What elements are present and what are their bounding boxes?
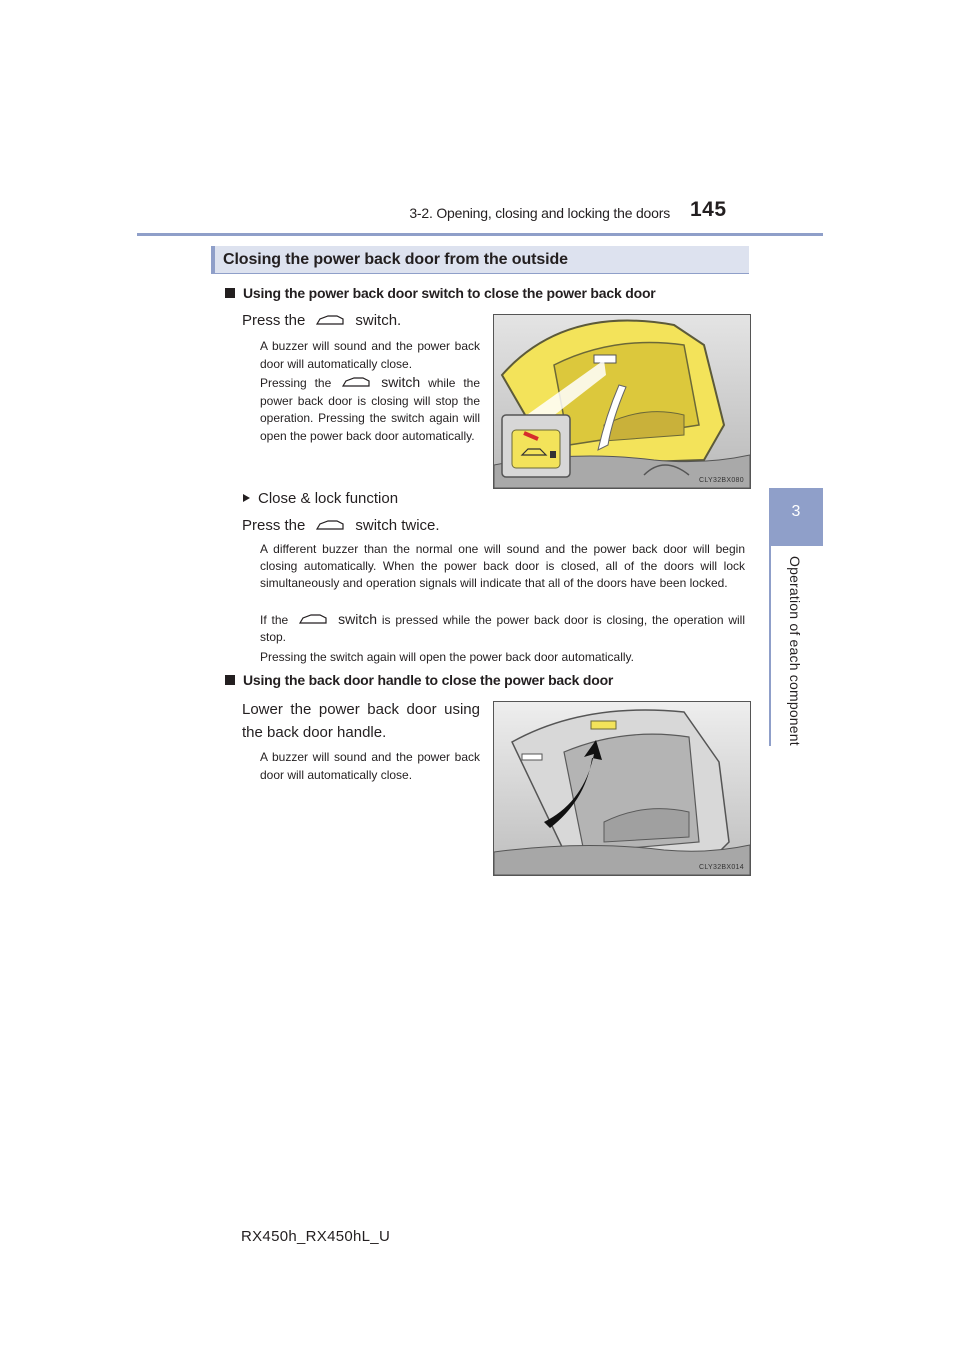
back-door-handle-illustration xyxy=(494,702,750,875)
header-section-title: 3-2. Opening, closing and locking the doors xyxy=(409,205,670,221)
header-rule xyxy=(137,233,823,236)
step-lower-door xyxy=(242,698,480,744)
subheading-switch-close xyxy=(225,285,656,301)
page-number: 145 xyxy=(690,198,727,221)
figure-handle-close xyxy=(493,701,751,876)
section-title: Closing the power back door from the outside xyxy=(223,251,568,268)
note-text-line1: while the xyxy=(428,376,480,390)
step-text-after: switch twice. xyxy=(355,517,440,534)
step-press-switch xyxy=(242,312,401,329)
figure-switch-close xyxy=(493,314,751,489)
subheading-text: Using the power back door switch to close the power back door xyxy=(243,285,656,301)
note-buzzer: A buzzer will sound and the power back door will automatically close. xyxy=(260,339,480,371)
note-stop-switch xyxy=(260,611,745,646)
back-door-switch-illustration xyxy=(494,315,750,488)
note-switch-word: switch xyxy=(381,374,421,390)
bullet-close-lock xyxy=(243,490,398,507)
square-bullet-icon xyxy=(225,675,235,685)
note-close-lock: A different buzzer than the normal one will sound and the power back door will begin closing automatically. When the power back door is closed, all of the doors will lock simultaneously and operation signals will indicate that all of the doors have been locked. xyxy=(260,542,745,590)
model-footer: RX450h_RX450hL_U xyxy=(241,1228,391,1245)
bullet-text: Close & lock function xyxy=(258,490,399,507)
step-press-twice xyxy=(242,517,440,534)
note-text-before: If the xyxy=(260,613,289,627)
square-bullet-icon xyxy=(225,288,235,298)
step-text-line2: the back door handle. xyxy=(242,724,387,741)
back-door-car-icon xyxy=(341,375,371,389)
triangle-bullet-icon xyxy=(243,494,250,502)
chapter-number: 3 xyxy=(791,503,801,520)
step-text-before: Press the xyxy=(242,517,306,534)
note-buzzer-handle: A buzzer will sound and the power back door will automatically close. xyxy=(260,750,480,782)
note-text-rest: power back door is closing will stop the operation. Pressing the switch again will open the power back door automatically. xyxy=(260,393,480,443)
back-door-car-icon xyxy=(298,612,328,626)
back-door-car-icon xyxy=(315,313,345,327)
note-text-after: is pressed while the power back door is closing, the operation will stop. xyxy=(260,613,745,644)
note-switch-word: switch xyxy=(338,611,378,627)
figure-code: CLY32BX080 xyxy=(699,477,744,484)
step-text-line1: Lower the power back door using xyxy=(242,701,480,718)
figure-code: CLY32BX014 xyxy=(699,864,744,871)
note-open-again: Pressing the switch again will open the power back door automatically. xyxy=(260,650,634,664)
chapter-title: Operation of each component xyxy=(787,556,803,746)
subheading-text: Using the back door handle to close the power back door xyxy=(243,672,614,688)
chapter-tab-rule xyxy=(769,546,771,746)
back-door-car-icon xyxy=(315,518,345,532)
subheading-handle-close xyxy=(225,672,613,688)
step-text-after: switch. xyxy=(355,312,402,329)
note-text-before: Pressing the xyxy=(260,376,332,390)
step-text-before: Press the xyxy=(242,312,306,329)
note-stop-operation xyxy=(260,374,480,445)
